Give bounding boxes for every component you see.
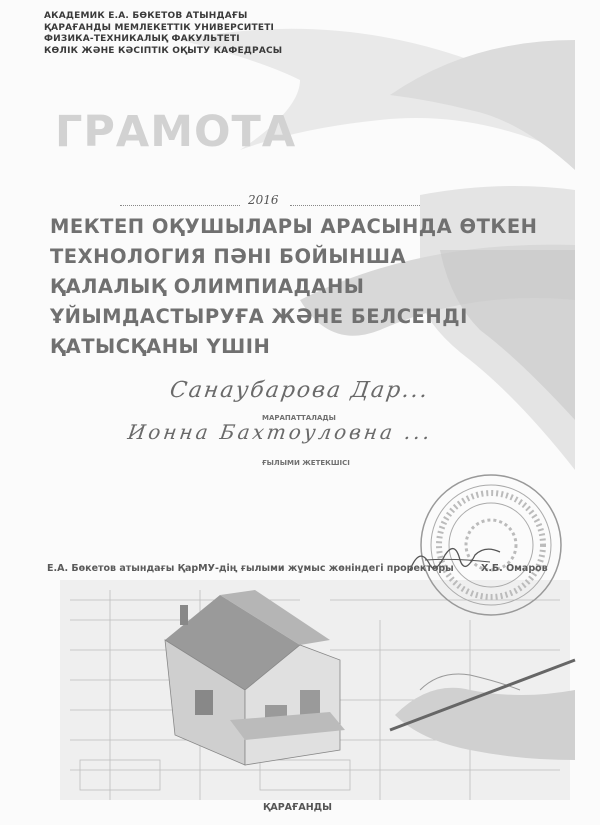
recipient-caption: МАРАПАТТАЛАДЫ <box>262 414 336 422</box>
dotted-line <box>290 205 420 207</box>
signatory-name: Х.Б. Омаров <box>481 563 548 574</box>
award-line: ҚАТЫСҚАНЫ ҮШІН <box>50 335 271 358</box>
university-header <box>44 11 284 57</box>
dotted-line <box>120 205 240 207</box>
header-line: ҚАРАҒАНДЫ МЕМЛЕКЕТТІК УНИВЕРСИТЕТІ <box>44 22 275 33</box>
signature <box>405 540 505 580</box>
recipient-handwritten-name: Санаубарова Дар... <box>168 378 431 403</box>
award-year: 2016 <box>248 193 279 207</box>
award-line: МЕКТЕП ОҚУШЫЛАРЫ АРАСЫНДА ӨТКЕН <box>50 215 538 238</box>
signatory-title: Е.А. Бөкетов атындағы ҚарМУ-дің ғылыми жұмыс жөніндегі проректоры <box>47 563 454 574</box>
header-line: КӨЛІК ЖӘНЕ КӘСІПТІК ОҚЫТУ КАФЕДРАСЫ <box>44 45 283 56</box>
award-line: ҰЙЫМДАСТЫРУҒА ЖӘНЕ БЕЛСЕНДІ <box>50 305 468 328</box>
supervisor-handwritten-name: Ионна Бахтоуловна ... <box>126 420 435 444</box>
award-text <box>50 212 538 362</box>
city-name: ҚАРАҒАНДЫ <box>263 802 332 813</box>
award-line: ҚАЛАЛЫҚ ОЛИМПИАДАНЫ <box>50 275 365 298</box>
award-line: ТЕХНОЛОГИЯ ПӘНІ БОЙЫНША <box>50 245 407 268</box>
supervisor-caption: ҒЫЛЫМИ ЖЕТЕКШІСІ <box>262 459 350 467</box>
header-line: АКАДЕМИК Е.А. БӨКЕТОВ АТЫНДАҒЫ <box>44 11 248 21</box>
header-line: ФИЗИКА-ТЕХНИКАЛЫҚ ФАКУЛЬТЕТІ <box>44 34 240 44</box>
certificate-title: ГРАМОТА <box>55 107 297 157</box>
